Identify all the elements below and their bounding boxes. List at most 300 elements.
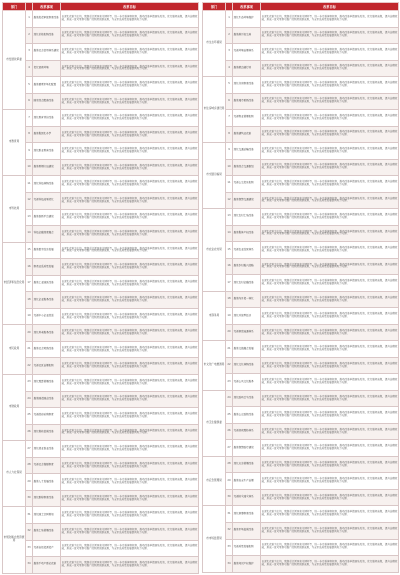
reform-item: 推进工业园区改革: [33, 275, 61, 292]
reform-item: 深化职称制度改革: [33, 490, 61, 507]
row-index: 28: [26, 457, 33, 474]
row-index: 11: [26, 176, 33, 193]
table-row: [203, 77, 399, 94]
reform-item: 推进人才发展改革: [33, 474, 61, 491]
reform-goal: 以深化改革为主线，聚焦重点领域和关键环节，进一步完善体制机制，推动改革举措落地见效，优化服务流程，提升治理效能，形成一批可复制可推广的制度创新成果，为全市高质量发展提供有力支撑。: [261, 341, 399, 358]
row-index: 4: [226, 60, 233, 77]
table-row: [203, 556, 399, 573]
row-index: 15: [226, 242, 233, 259]
row-index: 7: [226, 110, 233, 127]
table-row: [203, 258, 399, 275]
row-index: 32: [26, 523, 33, 540]
table-row: [3, 44, 199, 61]
table-row: [203, 489, 399, 506]
header-dept: 部门: [3, 3, 26, 11]
row-index: 12: [26, 193, 33, 210]
reform-item: 深化价格机制改革: [33, 27, 61, 44]
dept-cell: 市人力社保局: [3, 441, 26, 507]
reform-goal: 以深化改革为主线，聚焦重点领域和关键环节，进一步完善体制机制，推动改革举措落地见效，优化服务流程，提升治理效能，形成一批可复制可推广的制度创新成果，为全市高质量发展提供有力支撑。: [61, 557, 199, 574]
reform-goal: 以深化改革为主线，聚焦重点领域和关键环节，进一步完善体制机制，推动改革举措落地见效，优化服务流程，提升治理效能，形成一批可复制可推广的制度创新成果，为全市高质量发展提供有力支撑。: [61, 159, 199, 176]
reform-goal: 以深化改革为主线，聚焦重点领域和关键环节，进一步完善体制机制，推动改革举措落地见效，优化服务流程，提升治理效能，形成一批可复制可推广的制度创新成果，为全市高质量发展提供有力支撑。: [261, 258, 399, 275]
reform-item: 深化教育评价改革: [33, 110, 61, 127]
reform-goal: 以深化改革为主线，聚焦重点领域和关键环节，进一步完善体制机制，推动改革举措落地见效，优化服务流程，提升治理效能，形成一批可复制可推广的制度创新成果，为全市高质量发展提供有力支撑。: [61, 60, 199, 77]
reform-item: 深化职业教育改革: [33, 143, 61, 160]
reform-item: 深化国土空间规划: [33, 507, 61, 524]
row-index: 27: [26, 441, 33, 458]
table-row: [3, 11, 199, 28]
reform-item: 推进碳达峰行动: [233, 60, 261, 77]
row-index: 17: [226, 275, 233, 292]
table-row: [203, 522, 399, 539]
reform-goal: 以深化改革为主线，聚焦重点领域和关键环节，进一步完善体制机制，推动改革举措落地见效，优化服务流程，提升治理效能，形成一批可复制可推广的制度创新成果，为全市高质量发展提供有力支撑。: [61, 490, 199, 507]
table-row: [203, 143, 399, 160]
header-index: [26, 3, 33, 11]
reform-goal: 以深化改革为主线，聚焦重点领域和关键环节，进一步完善体制机制，推动改革举措落地见效，优化服务流程，提升治理效能，形成一批可复制可推广的制度创新成果，为全市高质量发展提供有力支撑。: [261, 440, 399, 457]
reform-goal: 以深化改革为主线，聚焦重点领域和关键环节，进一步完善体制机制，推动改革举措落地见效，优化服务流程，提升治理效能，形成一批可复制可推广的制度创新成果，为全市高质量发展提供有力支撑。: [61, 126, 199, 143]
table-row: [203, 390, 399, 407]
reform-goal: 以深化改革为主线，聚焦重点领域和关键环节，进一步完善体制机制，推动改革举措落地见效，优化服务流程，提升治理效能，形成一批可复制可推广的制度创新成果，为全市高质量发展提供有力支撑。: [61, 209, 199, 226]
table-row: [3, 77, 199, 94]
reform-goal: 以深化改革为主线，聚焦重点领域和关键环节，进一步完善体制机制，推动改革举措落地见效，优化服务流程，提升治理效能，形成一批可复制可推广的制度创新成果，为全市高质量发展提供有力支撑。: [61, 391, 199, 408]
row-index: 31: [26, 507, 33, 524]
reform-item: 推进智慧交通建设: [233, 192, 261, 209]
reform-item: 完善农业经营体系: [233, 242, 261, 259]
table-row: [3, 557, 199, 574]
table-row: [3, 358, 199, 375]
row-index: 13: [26, 209, 33, 226]
table-row: [203, 242, 399, 259]
table-row: [3, 27, 199, 44]
row-index: 24: [226, 390, 233, 407]
reform-item: 推进公立医院改革: [233, 407, 261, 424]
table-body-right: [203, 11, 399, 573]
row-index: 16: [226, 258, 233, 275]
reform-item: 深化医药卫生改革: [233, 390, 261, 407]
table-row: [203, 407, 399, 424]
row-index: 33: [26, 540, 33, 557]
reform-goal: 以深化改革为主线，聚焦重点领域和关键环节，进一步完善体制机制，推动改革举措落地见效，优化服务流程，提升治理效能，形成一批可复制可推广的制度创新成果，为全市高质量发展提供有力支撑。: [61, 193, 199, 210]
reform-goal: 以深化改革为主线，聚焦重点领域和关键环节，进一步完善体制机制，推动改革举措落地见效，优化服务流程，提升治理效能，形成一批可复制可推广的制度创新成果，为全市高质量发展提供有力支撑。: [61, 27, 199, 44]
reform-item: 制造业高质量发展: [33, 259, 61, 276]
reform-table-left: [2, 2, 199, 574]
row-index: 8: [226, 126, 233, 143]
reform-item: 推进排污权交易: [233, 27, 261, 44]
reform-goal: 以深化改革为主线，聚焦重点领域和关键环节，进一步完善体制机制，推动改革举措落地见效，优化服务流程，提升治理效能，形成一批可复制可推广的制度创新成果，为全市高质量发展提供有力支撑。: [261, 357, 399, 374]
table-row: [203, 27, 399, 44]
reform-item: 推进创新平台建设: [33, 209, 61, 226]
reform-item: 完善疾病预防体系: [233, 423, 261, 440]
table-row: [3, 441, 199, 458]
row-index: 2: [26, 27, 33, 44]
reform-goal: 以深化改革为主线，聚焦重点领域和关键环节，进一步完善体制机制，推动改革举措落地见效，优化服务流程，提升治理效能，形成一批可复制可推广的制度创新成果，为全市高质量发展提供有力支撑。: [261, 176, 399, 193]
reform-goal: 以深化改革为主线，聚焦重点领域和关键环节，进一步完善体制机制，推动改革举措落地见效，优化服务流程，提升治理效能，形成一批可复制可推广的制度创新成果，为全市高质量发展提供有力支撑。: [261, 556, 399, 573]
reform-goal: 以深化改革为主线，聚焦重点领域和关键环节，进一步完善体制机制，推动改革举措落地见效，优化服务流程，提升治理效能，形成一批可复制可推广的制度创新成果，为全市高质量发展提供有力支撑。: [61, 176, 199, 193]
reform-goal: 以深化改革为主线，聚焦重点领域和关键环节，进一步完善体制机制，推动改革举措落地见效，优化服务流程，提升治理效能，形成一批可复制可推广的制度创新成果，为全市高质量发展提供有力支撑。: [261, 456, 399, 473]
table-body-left: [3, 11, 199, 574]
reform-item: 推进安全生产治理: [233, 473, 261, 490]
reform-item: 深化生态环境保护: [233, 11, 261, 28]
reform-item: 深化应急管理改革: [233, 456, 261, 473]
row-index: 29: [26, 474, 33, 491]
reform-item: 完善社会保障制度: [33, 457, 61, 474]
table-row: [203, 539, 399, 556]
reform-item: 推进国资国企改革: [33, 391, 61, 408]
row-index: 24: [26, 391, 33, 408]
table-header-row: [203, 3, 399, 11]
reform-item: 推进不动产登记改革: [33, 557, 61, 574]
table-row: [3, 523, 199, 540]
row-index: 2: [226, 27, 233, 44]
row-index: 8: [26, 126, 33, 143]
reform-goal: 以深化改革为主线，聚焦重点领域和关键环节，进一步完善体制机制，推动改革举措落地见效，优化服务流程，提升治理效能，形成一批可复制可推广的制度创新成果，为全市高质量发展提供有力支撑。: [61, 540, 199, 557]
row-index: 11: [226, 176, 233, 193]
row-index: 9: [26, 143, 33, 160]
reform-goal: 以深化改革为主线，聚焦重点领域和关键环节，进一步完善体制机制，推动改革举措落地见效，优化服务流程，提升治理效能，形成一批可复制可推广的制度创新成果，为全市高质量发展提供有力支撑。: [61, 242, 199, 259]
reform-goal: 以深化改革为主线，聚焦重点领域和关键环节，进一步完善体制机制，推动改革举措落地见效，优化服务流程，提升治理效能，形成一批可复制可推广的制度创新成果，为全市高质量发展提供有力支撑。: [261, 407, 399, 424]
reform-goal: 以深化改革为主线，聚焦重点领域和关键环节，进一步完善体制机制，推动改革举措落地见效，优化服务流程，提升治理效能，形成一批可复制可推广的制度创新成果，为全市高质量发展提供有力支撑。: [261, 110, 399, 127]
table-row: [3, 408, 199, 425]
reform-goal: 以深化改革为主线，聚焦重点领域和关键环节，进一步完善体制机制，推动改革举措落地见效，优化服务流程，提升治理效能，形成一批可复制可推广的制度创新成果，为全市高质量发展提供有力支撑。: [61, 226, 199, 243]
row-index: 20: [226, 324, 233, 341]
table-row: [3, 259, 199, 276]
dept-cell: 市规划和自然资源局: [3, 507, 26, 573]
reform-goal: 以深化改革为主线，聚焦重点领域和关键环节，进一步完善体制机制，推动改革举措落地见效，优化服务流程，提升治理效能，形成一批可复制可推广的制度创新成果，为全市高质量发展提供有力支撑。: [261, 275, 399, 292]
dept-cell: 市民政局: [3, 325, 26, 375]
reform-item: 完善物业管理机制: [233, 110, 261, 127]
table-row: [203, 440, 399, 457]
reform-item: 深化开放型经济: [233, 308, 261, 325]
table-row: [203, 209, 399, 226]
row-index: 26: [226, 423, 233, 440]
row-index: 14: [226, 225, 233, 242]
row-index: 25: [226, 407, 233, 424]
row-index: 26: [26, 424, 33, 441]
header-goal: 改革目标: [61, 3, 199, 11]
table-row: [3, 341, 199, 358]
reform-table-right: [202, 2, 399, 573]
reform-goal: 以深化改革为主线，聚焦重点领域和关键环节，进一步完善体制机制，推动改革举措落地见效，优化服务流程，提升治理效能，形成一批可复制可推广的制度创新成果，为全市高质量发展提供有力支撑。: [261, 308, 399, 325]
reform-item: 深化企业服务改革: [33, 292, 61, 309]
row-index: 30: [26, 490, 33, 507]
row-index: 12: [226, 192, 233, 209]
reform-goal: 以深化改革为主线，聚焦重点领域和关键环节，进一步完善体制机制，推动改革举措落地见效，优化服务流程，提升治理效能，形成一批可复制可推广的制度创新成果，为全市高质量发展提供有力支撑。: [261, 77, 399, 94]
reform-item: 推进社会信用体系建设: [33, 44, 61, 61]
table-row: [3, 507, 199, 524]
table-row: [203, 506, 399, 523]
reform-goal: 以深化改革为主线，聚焦重点领域和关键环节，进一步完善体制机制，推动改革举措落地见效，优化服务流程，提升治理效能，形成一批可复制可推广的制度创新成果，为全市高质量发展提供有力支撑。: [261, 324, 399, 341]
reform-goal: 以深化改革为主线，聚焦重点领域和关键环节，进一步完善体制机制，推动改革举措落地见效，优化服务流程，提升治理效能，形成一批可复制可推广的制度创新成果，为全市高质量发展提供有力支撑。: [261, 539, 399, 556]
row-index: 4: [26, 60, 33, 77]
dept-cell: 市应急管理局: [203, 456, 226, 506]
row-index: 22: [26, 358, 33, 375]
reform-item: 深化农村土地改革: [233, 209, 261, 226]
reform-item: 深化住房制度改革: [233, 77, 261, 94]
table-row: [203, 473, 399, 490]
reform-item: 推进乡村振兴战略: [233, 258, 261, 275]
reform-goal: 以深化改革为主线，聚焦重点领域和关键环节，进一步完善体制机制，推动改革举措落地见效，优化服务流程，提升治理效能，形成一批可复制可推广的制度创新成果，为全市高质量发展提供有力支撑。: [261, 522, 399, 539]
row-index: 22: [226, 357, 233, 374]
table-row: [203, 275, 399, 292]
reform-item: 完善质量发展机制: [233, 539, 261, 556]
reform-goal: 以深化改革为主线，聚焦重点领域和关键环节，进一步完善体制机制，推动改革举措落地见效，优化服务流程，提升治理效能，形成一批可复制可推广的制度创新成果，为全市高质量发展提供有力支撑。: [261, 143, 399, 160]
row-index: 21: [26, 341, 33, 358]
table-row: [3, 226, 199, 243]
reform-goal: 以深化改革为主线，聚焦重点领域和关键环节，进一步完善体制机制，推动改革举措落地见效，优化服务流程，提升治理效能，形成一批可复制可推广的制度创新成果，为全市高质量发展提供有力支撑。: [61, 93, 199, 110]
table-row: [3, 325, 199, 342]
row-index: 13: [226, 209, 233, 226]
reform-item: 国家综合配套改革: [33, 93, 61, 110]
table-row: [203, 341, 399, 358]
row-index: 18: [26, 292, 33, 309]
table-row: [203, 225, 399, 242]
table-row: [203, 423, 399, 440]
reform-item: 深化商事制度改革: [233, 506, 261, 523]
table-row: [3, 143, 199, 160]
reform-goal: 以深化改革为主线，聚焦重点领域和关键环节，进一步完善体制机制，推动改革举措落地见效，优化服务流程，提升治理效能，形成一批可复制可推广的制度创新成果，为全市高质量发展提供有力支撑。: [61, 275, 199, 292]
reform-goal: 以深化改革为主线，聚焦重点领域和关键环节，进一步完善体制机制，推动改革举措落地见效，优化服务流程，提升治理效能，形成一批可复制可推广的制度创新成果，为全市高质量发展提供有力支撑。: [261, 374, 399, 391]
reform-goal: 以深化改革为主线，聚焦重点领域和关键环节，进一步完善体制机制，推动改革举措落地见效，优化服务流程，提升治理效能，形成一批可复制可推广的制度创新成果，为全市高质量发展提供有力支撑。: [261, 423, 399, 440]
reform-goal: 以深化改革为主线，聚焦重点领域和关键环节，进一步完善体制机制，推动改革举措落地见效，优化服务流程，提升治理效能，形成一批可复制可推广的制度创新成果，为全市高质量发展提供有力支撑。: [61, 325, 199, 342]
table-row: [203, 176, 399, 193]
table-row: [203, 291, 399, 308]
reform-goal: 以深化改革为主线，聚焦重点领域和关键环节，进一步完善体制机制，推动改革举措落地见效，优化服务流程，提升治理效能，形成一批可复制可推广的制度创新成果，为全市高质量发展提供有力支撑。: [61, 259, 199, 276]
reform-item: 科技金融深度融合: [33, 226, 61, 243]
reform-goal: 以深化改革为主线，聚焦重点领域和关键环节，进一步完善体制机制，推动改革举措落地见效，优化服务流程，提升治理效能，形成一批可复制可推广的制度创新成果，为全市高质量发展提供有力支撑。: [61, 11, 199, 28]
reform-goal: 以深化改革为主线，聚焦重点领域和关键环节，进一步完善体制机制，推动改革举措落地见效，优化服务流程，提升治理效能，形成一批可复制可推广的制度创新成果，为全市高质量发展提供有力支撑。: [61, 523, 199, 540]
row-index: 17: [26, 275, 33, 292]
header-index: [226, 3, 233, 11]
reform-item: 完善中小企业政策: [33, 308, 61, 325]
reform-goal: 以深化改革为主线，聚焦重点领域和关键环节，进一步完善体制机制，推动改革举措落地见效，优化服务流程，提升治理效能，形成一批可复制可推广的制度创新成果，为全市高质量发展提供有力支撑。: [261, 291, 399, 308]
row-index: 33: [226, 539, 233, 556]
reform-item: 推进知识产权保护: [233, 556, 261, 573]
reform-item: 深化预算管理改革: [33, 375, 61, 392]
reform-goal: 以深化改革为主线，聚焦重点领域和关键环节，进一步完善体制机制，推动改革举措落地见效，优化服务流程，提升治理效能，形成一批可复制可推广的制度创新成果，为全市高质量发展提供有力支撑。: [61, 292, 199, 309]
reform-goal: 以深化改革为主线，聚焦重点领域和关键环节，进一步完善体制机制，推动改革举措落地见效，优化服务流程，提升治理效能，形成一批可复制可推广的制度创新成果，为全市高质量发展提供有力支撑。: [61, 441, 199, 458]
table-row: [203, 357, 399, 374]
row-index: 27: [226, 440, 233, 457]
row-index: 5: [26, 77, 33, 94]
reform-item: 推进综合交通枢纽: [233, 159, 261, 176]
reform-goal: 以深化改革为主线，聚焦重点领域和关键环节，进一步完善体制机制，推动改革举措落地见效，优化服务流程，提升治理效能，形成一批可复制可推广的制度创新成果，为全市高质量发展提供有力支撑。: [61, 424, 199, 441]
table-row: [3, 375, 199, 392]
reform-goal: 以深化改革为主线，聚焦重点领域和关键环节，进一步完善体制机制，推动改革举措落地见效，优化服务流程，提升治理效能，形成一批可复制可推广的制度创新成果，为全市高质量发展提供有力支撑。: [261, 242, 399, 259]
row-index: 23: [26, 375, 33, 392]
reform-item: 推进文旅融合发展: [233, 341, 261, 358]
reform-item: 推进城市更新改革: [233, 93, 261, 110]
dept-cell: 市财政局: [3, 375, 26, 441]
reform-goal: 以深化改革为主线，聚焦重点领域和关键环节，进一步完善体制机制，推动改革举措落地见效，优化服务流程，提升治理效能，形成一批可复制可推广的制度创新成果，为全市高质量发展提供有力支撑。: [261, 192, 399, 209]
table-row: [203, 60, 399, 77]
reform-goal: 以深化改革为主线，聚焦重点领域和关键环节，进一步完善体制机制，推动改革举措落地见效，优化服务流程，提升治理效能，形成一批可复制可推广的制度创新成果，为全市高质量发展提供有力支撑。: [261, 11, 399, 28]
reform-item: 完善公共文化服务: [233, 374, 261, 391]
header-item: 改革事项: [233, 3, 261, 11]
reform-goal: 以深化改革为主线，聚焦重点领域和关键环节，进一步完善体制机制，推动改革举措落地见效，优化服务流程，提升治理效能，形成一批可复制可推广的制度创新成果，为全市高质量发展提供有力支撑。: [61, 375, 199, 392]
header-goal: 改革目标: [261, 3, 399, 11]
dept-cell: 市市场监管局: [203, 506, 226, 573]
table-row: [3, 275, 199, 292]
row-index: 9: [226, 143, 233, 160]
dept-cell: 市文化广电旅游局: [203, 341, 226, 391]
row-index: 10: [26, 159, 33, 176]
table-row: [3, 457, 199, 474]
row-index: 21: [226, 341, 233, 358]
reform-goal: 以深化改革为主线，聚焦重点领域和关键环节，进一步完善体制机制，推动改革举措落地见效，优化服务流程，提升治理效能，形成一批可复制可推广的制度创新成果，为全市高质量发展提供有力支撑。: [61, 308, 199, 325]
row-index: 25: [26, 408, 33, 425]
table-row: [203, 374, 399, 391]
row-index: 19: [226, 308, 233, 325]
table-row: [3, 474, 199, 491]
reform-item: 推进市场监管改革: [233, 522, 261, 539]
reform-item: 推进数字经济发展: [33, 242, 61, 259]
reform-item: 完善环境治理体系: [233, 44, 261, 61]
reform-goal: 以深化改革为主线，聚焦重点领域和关键环节，进一步完善体制机制，推动改革举措落地见效，优化服务流程，提升治理效能，形成一批可复制可推广的制度创新成果，为全市高质量发展提供有力支撑。: [61, 358, 199, 375]
table-row: [203, 308, 399, 325]
table-row: [3, 242, 199, 259]
reform-item: 推进内外贸一体化: [233, 291, 261, 308]
reform-goal: 以深化改革为主线，聚焦重点领域和关键环节，进一步完善体制机制，推动改革举措落地见效，优化服务流程，提升治理效能，形成一批可复制可推广的制度创新成果，为全市高质量发展提供有力支撑。: [61, 143, 199, 160]
table-row: [203, 44, 399, 61]
reform-goal: 以深化改革为主线，聚焦重点领域和关键环节，进一步完善体制机制，推动改革举措落地见效，优化服务流程，提升治理效能，形成一批可复制可推广的制度创新成果，为全市高质量发展提供有力支撑。: [261, 506, 399, 523]
reform-item: 完善防灾减灾体系: [233, 489, 261, 506]
table-row: [3, 490, 199, 507]
row-index: 1: [26, 11, 33, 28]
reform-goal: 以深化改革为主线，聚焦重点领域和关键环节，进一步完善体制机制，推动改革举措落地见效，优化服务流程，提升治理效能，形成一批可复制可推广的制度创新成果，为全市高质量发展提供有力支撑。: [61, 110, 199, 127]
reform-item: 完善科技成果转化: [33, 193, 61, 210]
table-row: [3, 193, 199, 210]
reform-item: 深化就业创业改革: [33, 441, 61, 458]
table-row: [3, 292, 199, 309]
table-row: [203, 324, 399, 341]
row-index: 34: [226, 556, 233, 573]
reform-goal: 以深化改革为主线，聚焦重点领域和关键环节，进一步完善体制机制，推动改革举措落地见效，优化服务流程，提升治理效能，形成一批可复制可推广的制度创新成果，为全市高质量发展提供有力支撑。: [261, 159, 399, 176]
row-index: 23: [226, 374, 233, 391]
row-index: 28: [226, 456, 233, 473]
reform-item: 推进教师队伍建设: [33, 159, 61, 176]
table-row: [203, 456, 399, 473]
reform-goal: 以深化改革为主线，聚焦重点领域和关键环节，进一步完善体制机制，推动改革举措落地见效，优化服务流程，提升治理效能，形成一批可复制可推广的制度创新成果，为全市高质量发展提供有力支撑。: [61, 457, 199, 474]
row-index: 3: [26, 44, 33, 61]
table-row: [3, 540, 199, 557]
row-index: 18: [226, 291, 233, 308]
reform-item: 推进集团化办学: [33, 126, 61, 143]
table-row: [3, 308, 199, 325]
row-index: 16: [26, 259, 33, 276]
reform-item: 推进社会救助改革: [33, 341, 61, 358]
reform-goal: 以深化改革为主线，聚焦重点领域和关键环节，进一步完善体制机制，推动改革举措落地见效，优化服务流程，提升治理效能，形成一批可复制可推广的制度创新成果，为全市高质量发展提供有力支撑。: [61, 44, 199, 61]
reform-goal: 以深化改革为主线，聚焦重点领域和关键环节，进一步完善体制机制，推动改革举措落地见效，优化服务流程，提升治理效能，形成一批可复制可推广的制度创新成果，为全市高质量发展提供有力支撑。: [261, 489, 399, 506]
dept-cell: 市农业农村局: [203, 209, 226, 292]
dept-cell: 市卫生健康委: [203, 390, 226, 456]
dept-cell: 市科技局: [3, 176, 26, 242]
row-index: 3: [226, 44, 233, 61]
reform-goal: 以深化改革为主线，聚焦重点领域和关键环节，进一步完善体制机制，推动改革举措落地见效，优化服务流程，提升治理效能，形成一批可复制可推广的制度创新成果，为全市高质量发展提供有力支撑。: [261, 126, 399, 143]
table-row: [3, 93, 199, 110]
reform-goal: 以深化改革为主线，聚焦重点领域和关键环节，进一步完善体制机制，推动改革举措落地见效，优化服务流程，提升治理效能，形成一批可复制可推广的制度创新成果，为全市高质量发展提供有力支撑。: [261, 60, 399, 77]
table-row: [203, 11, 399, 28]
table-row: [3, 424, 199, 441]
row-index: 6: [226, 93, 233, 110]
table-row: [3, 159, 199, 176]
reform-item: 完善商贸流通体系: [233, 324, 261, 341]
reform-item: 深化养老服务改革: [33, 325, 61, 342]
reform-goal: 以深化改革为主线，聚焦重点领域和关键环节，进一步完善体制机制，推动改革举措落地见效，优化服务流程，提升治理效能，形成一批可复制可推广的制度创新成果，为全市高质量发展提供有力支撑。: [261, 209, 399, 226]
row-index: 29: [226, 473, 233, 490]
row-index: 10: [226, 159, 233, 176]
dept-cell: 市交通运输局: [203, 143, 226, 209]
reform-item: 推进土地管理改革: [33, 523, 61, 540]
table-row: [3, 176, 199, 193]
dept-cell: 市教育局: [3, 110, 26, 176]
table-row: [3, 60, 199, 77]
reform-goal: 以深化改革为主线，聚焦重点领域和关键环节，进一步完善体制机制，推动改革举措落地见效，优化服务流程，提升治理效能，形成一批可复制可推广的制度创新成果，为全市高质量发展提供有力支撑。: [261, 390, 399, 407]
reform-goal: 以深化改革为主线，聚焦重点领域和关键环节，进一步完善体制机制，推动改革举措落地见效，优化服务流程，提升治理效能，形成一批可复制可推广的制度创新成果，为全市高质量发展提供有力支撑。: [261, 93, 399, 110]
table-row: [3, 391, 199, 408]
row-index: 31: [226, 506, 233, 523]
reform-item: 推进智慧医疗建设: [233, 440, 261, 457]
table-row: [203, 159, 399, 176]
reform-item: 优化营商环境: [33, 60, 61, 77]
table-row: [203, 110, 399, 127]
reform-goal: 以深化改革为主线，聚焦重点领域和关键环节，进一步完善体制机制，推动改革举措落地见效，优化服务流程，提升治理效能，形成一批可复制可推广的制度创新成果，为全市高质量发展提供有力支撑。: [61, 474, 199, 491]
row-index: 15: [26, 242, 33, 259]
table-row: [3, 126, 199, 143]
reform-goal: 以深化改革为主线，聚焦重点领域和关键环节，进一步完善体制机制，推动改革举措落地见效，优化服务流程，提升治理效能，形成一批可复制可推广的制度创新成果，为全市高质量发展提供有力支撑。: [261, 225, 399, 242]
table-row: [3, 110, 199, 127]
reform-item: 深化文化体制改革: [233, 357, 261, 374]
row-index: 5: [226, 77, 233, 94]
reform-item: 推进集体产权改革: [233, 225, 261, 242]
reform-goal: 以深化改革为主线，聚焦重点领域和关键环节，进一步完善体制机制，推动改革举措落地见效，优化服务流程，提升治理效能，形成一批可复制可推广的制度创新成果，为全市高质量发展提供有力支撑。: [61, 77, 199, 94]
table-header-row: [3, 3, 199, 11]
reform-item: 完善自然资源资产: [33, 540, 61, 557]
reform-item: 深化农村金融改革: [233, 275, 261, 292]
row-index: 14: [26, 226, 33, 243]
reform-goal: 以深化改革为主线，聚焦重点领域和关键环节，进一步完善体制机制，推动改革举措落地见效，优化服务流程，提升治理效能，形成一批可复制可推广的制度创新成果，为全市高质量发展提供有力支撑。: [61, 408, 199, 425]
table-row: [203, 93, 399, 110]
row-index: 6: [26, 93, 33, 110]
reform-item: 推进建筑业改革: [233, 126, 261, 143]
dept-cell: 市商务局: [203, 291, 226, 341]
table-row: [203, 192, 399, 209]
row-index: 32: [226, 522, 233, 539]
reform-item: 推进要素市场化配置: [33, 77, 61, 94]
reform-item: 完善社区治理机制: [33, 358, 61, 375]
row-index: 19: [26, 308, 33, 325]
reform-goal: 以深化改革为主线，聚焦重点领域和关键环节，进一步完善体制机制，推动改革举措落地见效，优化服务流程，提升治理效能，形成一批可复制可推广的制度创新成果，为全市高质量发展提供有力支撑。: [61, 341, 199, 358]
dept-cell: 市发展改革委: [3, 11, 26, 110]
row-index: 30: [226, 489, 233, 506]
reform-item: 深化交通运输改革: [233, 143, 261, 160]
reform-goal: 以深化改革为主线，聚焦重点领域和关键环节，进一步完善体制机制，推动改革举措落地见效，优化服务流程，提升治理效能，形成一批可复制可推广的制度创新成果，为全市高质量发展提供有力支撑。: [61, 507, 199, 524]
dept-cell: 市生态环境局: [203, 11, 226, 77]
row-index: 20: [26, 325, 33, 342]
reform-goal: 以深化改革为主线，聚焦重点领域和关键环节，进一步完善体制机制，推动改革举措落地见效，优化服务流程，提升治理效能，形成一批可复制可推广的制度创新成果，为全市高质量发展提供有力支撑。: [261, 27, 399, 44]
row-index: 1: [226, 11, 233, 28]
reform-goal: 以深化改革为主线，聚焦重点领域和关键环节，进一步完善体制机制，推动改革举措落地见效，优化服务流程，提升治理效能，形成一批可复制可推广的制度创新成果，为全市高质量发展提供有力支撑。: [261, 473, 399, 490]
reform-item: 完善公交优先机制: [233, 176, 261, 193]
reform-goal: 以深化改革为主线，聚焦重点领域和关键环节，进一步完善体制机制，推动改革举措落地见效，优化服务流程，提升治理效能，形成一批可复制可推广的制度创新成果，为全市高质量发展提供有力支撑。: [261, 44, 399, 61]
table-row: [3, 209, 199, 226]
row-index: 34: [26, 557, 33, 574]
dept-cell: 市经济和信息化局: [3, 242, 26, 325]
header-item: 改革事项: [33, 3, 61, 11]
reform-item: 深化科技体制改革: [33, 176, 61, 193]
row-index: 7: [26, 110, 33, 127]
reform-item: 深化税收征管改革: [33, 424, 61, 441]
header-dept: 部门: [203, 3, 226, 11]
table-row: [203, 126, 399, 143]
